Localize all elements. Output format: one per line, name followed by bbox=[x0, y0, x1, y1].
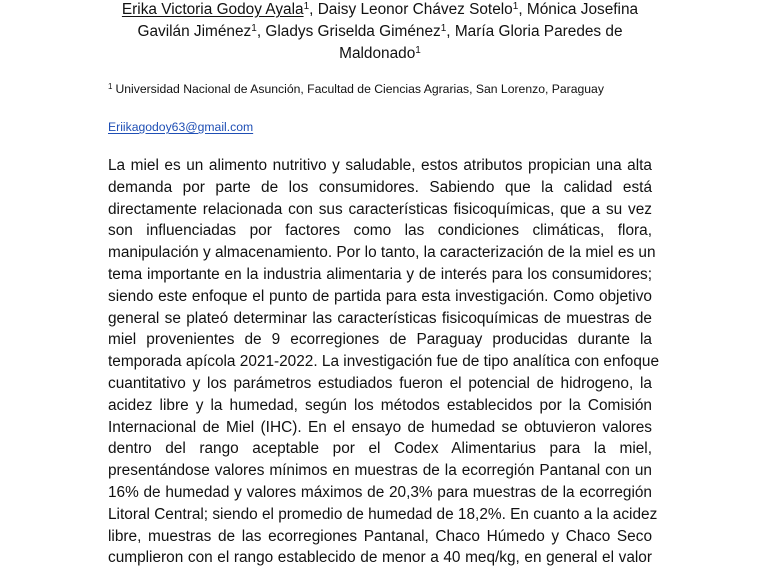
abstract-line-5: manipulación y almacenamiento. Por lo tanto, la caracterización de la miel es un bbox=[108, 244, 656, 262]
abstract-line-15: presentándose valores mínimos en muestras de la ecorregión Pantanal con un bbox=[108, 462, 652, 480]
author-name-4: Gladys Griselda Giménez bbox=[265, 23, 441, 40]
author-separator-3: , bbox=[256, 23, 266, 40]
abstract-line-8: general se plateó determinar las características fisicoquímicas de muestras de bbox=[108, 309, 652, 327]
abstract-body bbox=[108, 155, 660, 569]
affiliation bbox=[108, 81, 668, 97]
abstract-line-9: miel provenientes de 9 ecorregiones de Paraguay producidas durante la bbox=[108, 331, 652, 349]
abstract-line-3: directamente relacionada con sus características fisicoquímicas, que a su vez bbox=[108, 200, 652, 218]
affiliation-mark-1: 1 bbox=[303, 1, 310, 12]
author-line-1 bbox=[110, 0, 650, 21]
affiliation-mark-2: 1 bbox=[512, 1, 519, 12]
author-separator-4: , bbox=[446, 23, 455, 40]
author-line-2 bbox=[110, 21, 650, 43]
author-name-5-part-2: Maldonado bbox=[339, 45, 416, 62]
abstract-line-6: tema importante en la industria alimentaria y de interés para los consumidores; bbox=[108, 265, 652, 283]
abstract-line-13: Internacional de Miel (IHC). En el ensayo de humedad se obtuvieron valores bbox=[108, 418, 652, 436]
abstract-line-4: son influenciadas por factores como las condiciones climáticas, flora, bbox=[108, 222, 652, 240]
affiliation-mark-4: 1 bbox=[440, 23, 447, 34]
author-name-2: Daisy Leonor Chávez Sotelo bbox=[317, 1, 513, 18]
author-list bbox=[110, 0, 650, 65]
author-name-3-part-2: Gavilán Jiménez bbox=[137, 23, 252, 40]
abstract-line-12: acidez libre y la humedad, según los métodos establecidos por la Comisión bbox=[108, 396, 652, 414]
affiliation-mark-5: 1 bbox=[415, 45, 421, 56]
corresponding-author-name[interactable]: Erika Victoria Godoy Ayala bbox=[121, 1, 304, 18]
abstract-line-11: cuantitativo y los parámetros estudiados fueron el potencial de hidrogeno, la bbox=[108, 374, 652, 392]
abstract-line-19: cumplieron con el rango establecido de menor a 40 meq/kg, en general el valor bbox=[108, 549, 652, 567]
abstract-line-17: Litoral Central; siendo el promedio de humedad de 18,2%. En cuanto a la acidez bbox=[108, 505, 658, 523]
abstract-line-18: libre, muestras de las ecorregiones Pantanal, Chaco Húmedo y Chaco Seco bbox=[108, 527, 652, 545]
affiliation-text: Universidad Nacional de Asunción, Facultad de Ciencias Agrarias, San Lorenzo, Paraguay bbox=[115, 82, 604, 96]
abstract-line-14: dentro del rango aceptable por el Codex Alimentarius para la miel, bbox=[108, 440, 652, 458]
author-separator-2: , bbox=[518, 1, 527, 18]
author-separator-1: , bbox=[309, 1, 318, 18]
author-line-3 bbox=[110, 43, 650, 65]
abstract-line-2: demanda por parte de los consumidores. Sabiendo que la calidad está bbox=[108, 178, 652, 196]
abstract-line-7: siendo este enfoque el punto de partida para esta investigación. Como objetivo bbox=[108, 287, 652, 305]
email-link[interactable]: Eriikagodoy63@gmail.com bbox=[108, 120, 254, 134]
abstract-line-16: 16% de humedad y valores máximos de 20,3% para muestras de la ecorregión bbox=[108, 483, 652, 501]
author-name-5-part-1: María Gloria Paredes de bbox=[454, 23, 623, 40]
affiliation-mark-3: 1 bbox=[251, 23, 257, 34]
abstract-line-10: temporada apícola 2021-2022. La investigación fue de tipo analítica con enfoque bbox=[108, 353, 660, 371]
author-name-3-part-1: Mónica Josefina bbox=[526, 1, 639, 18]
abstract-line-1: La miel es un alimento nutritivo y saludable, estos atributos propician una alta bbox=[108, 157, 652, 174]
affiliation-marker: 1 bbox=[108, 82, 113, 91]
